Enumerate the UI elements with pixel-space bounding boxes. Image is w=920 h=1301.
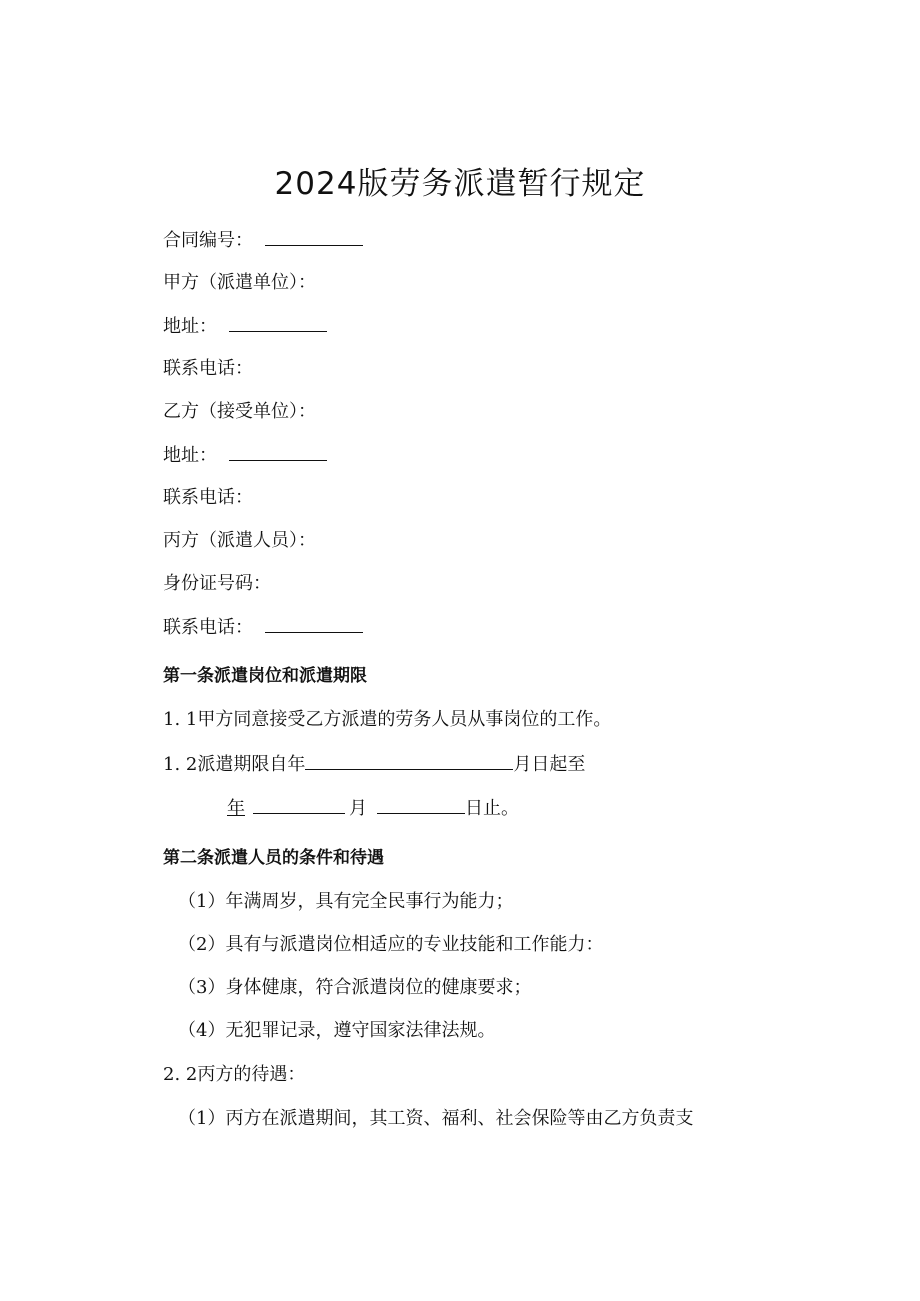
party-a-label: 甲方（派遣单位）： xyxy=(163,272,316,293)
party-b-address-blank[interactable] xyxy=(229,443,327,461)
article2-item-2: （2）具有与派遣岗位相适应的专业技能和工作能力： xyxy=(178,934,604,955)
start-date-blank[interactable] xyxy=(305,752,513,770)
article1-clause1: 1. 1甲方同意接受乙方派遣的劳务人员从事岗位的工作。 xyxy=(163,709,612,730)
party-a-address-label: 地址： xyxy=(163,316,217,337)
party-b-phone-label: 联系电话： xyxy=(163,487,253,508)
article2-item-3: （3）身体健康，符合派遣岗位的健康要求； xyxy=(178,977,532,998)
end-month-label: 月 xyxy=(349,798,367,819)
party-b-label: 乙方（接受单位）： xyxy=(163,401,316,422)
party-a-phone-label: 联系电话： xyxy=(163,358,253,379)
article1-clause2-end xyxy=(227,796,519,821)
party-b-phone-line xyxy=(163,486,253,510)
party-c-phone-blank[interactable] xyxy=(265,615,363,633)
party-a-line xyxy=(163,271,316,295)
party-c-line xyxy=(163,529,316,553)
article1-heading: 第一条派遣岗位和派遣期限 xyxy=(163,666,367,686)
article1-clause2-prefix: 1. 2派遣期限自年 xyxy=(163,754,306,775)
article1-clause2-suffix: 月日起至 xyxy=(513,754,586,775)
party-a-address-blank[interactable] xyxy=(229,314,327,332)
article2-item-1: （1）年满周岁，具有完全民事行为能力； xyxy=(178,891,514,912)
end-year-blank[interactable] xyxy=(253,796,345,814)
party-b-address-line xyxy=(163,443,327,468)
article2-heading: 第二条派遣人员的条件和待遇 xyxy=(163,848,384,868)
article2-item-4: （4）无犯罪记录，遵守国家法律法规。 xyxy=(178,1020,496,1041)
party-c-label: 丙方（派遣人员）： xyxy=(163,530,316,551)
party-c-id-label: 身份证号码： xyxy=(163,573,271,594)
article1-clause2 xyxy=(163,752,585,777)
contract-number-line xyxy=(163,228,363,253)
contract-number-blank[interactable] xyxy=(265,228,363,246)
document-title: 2024版劳务派遣暂行规定 xyxy=(274,166,646,202)
contract-number-label: 合同编号： xyxy=(163,230,253,251)
end-day-blank[interactable] xyxy=(377,796,465,814)
party-c-id-line xyxy=(163,572,271,596)
article2-clause2-item-1: （1）丙方在派遣期间，其工资、福利、社会保险等由乙方负责支 xyxy=(178,1108,694,1129)
article2-clause2: 2. 2丙方的待遇： xyxy=(163,1064,306,1085)
party-a-address-line xyxy=(163,314,327,339)
party-b-line xyxy=(163,400,316,424)
end-year-label: 年 xyxy=(227,798,245,819)
party-b-address-label: 地址： xyxy=(163,445,217,466)
party-c-phone-label: 联系电话： xyxy=(163,617,253,638)
party-c-phone-line xyxy=(163,615,363,640)
party-a-phone-line xyxy=(163,357,253,381)
end-day-label: 日止。 xyxy=(465,798,519,819)
